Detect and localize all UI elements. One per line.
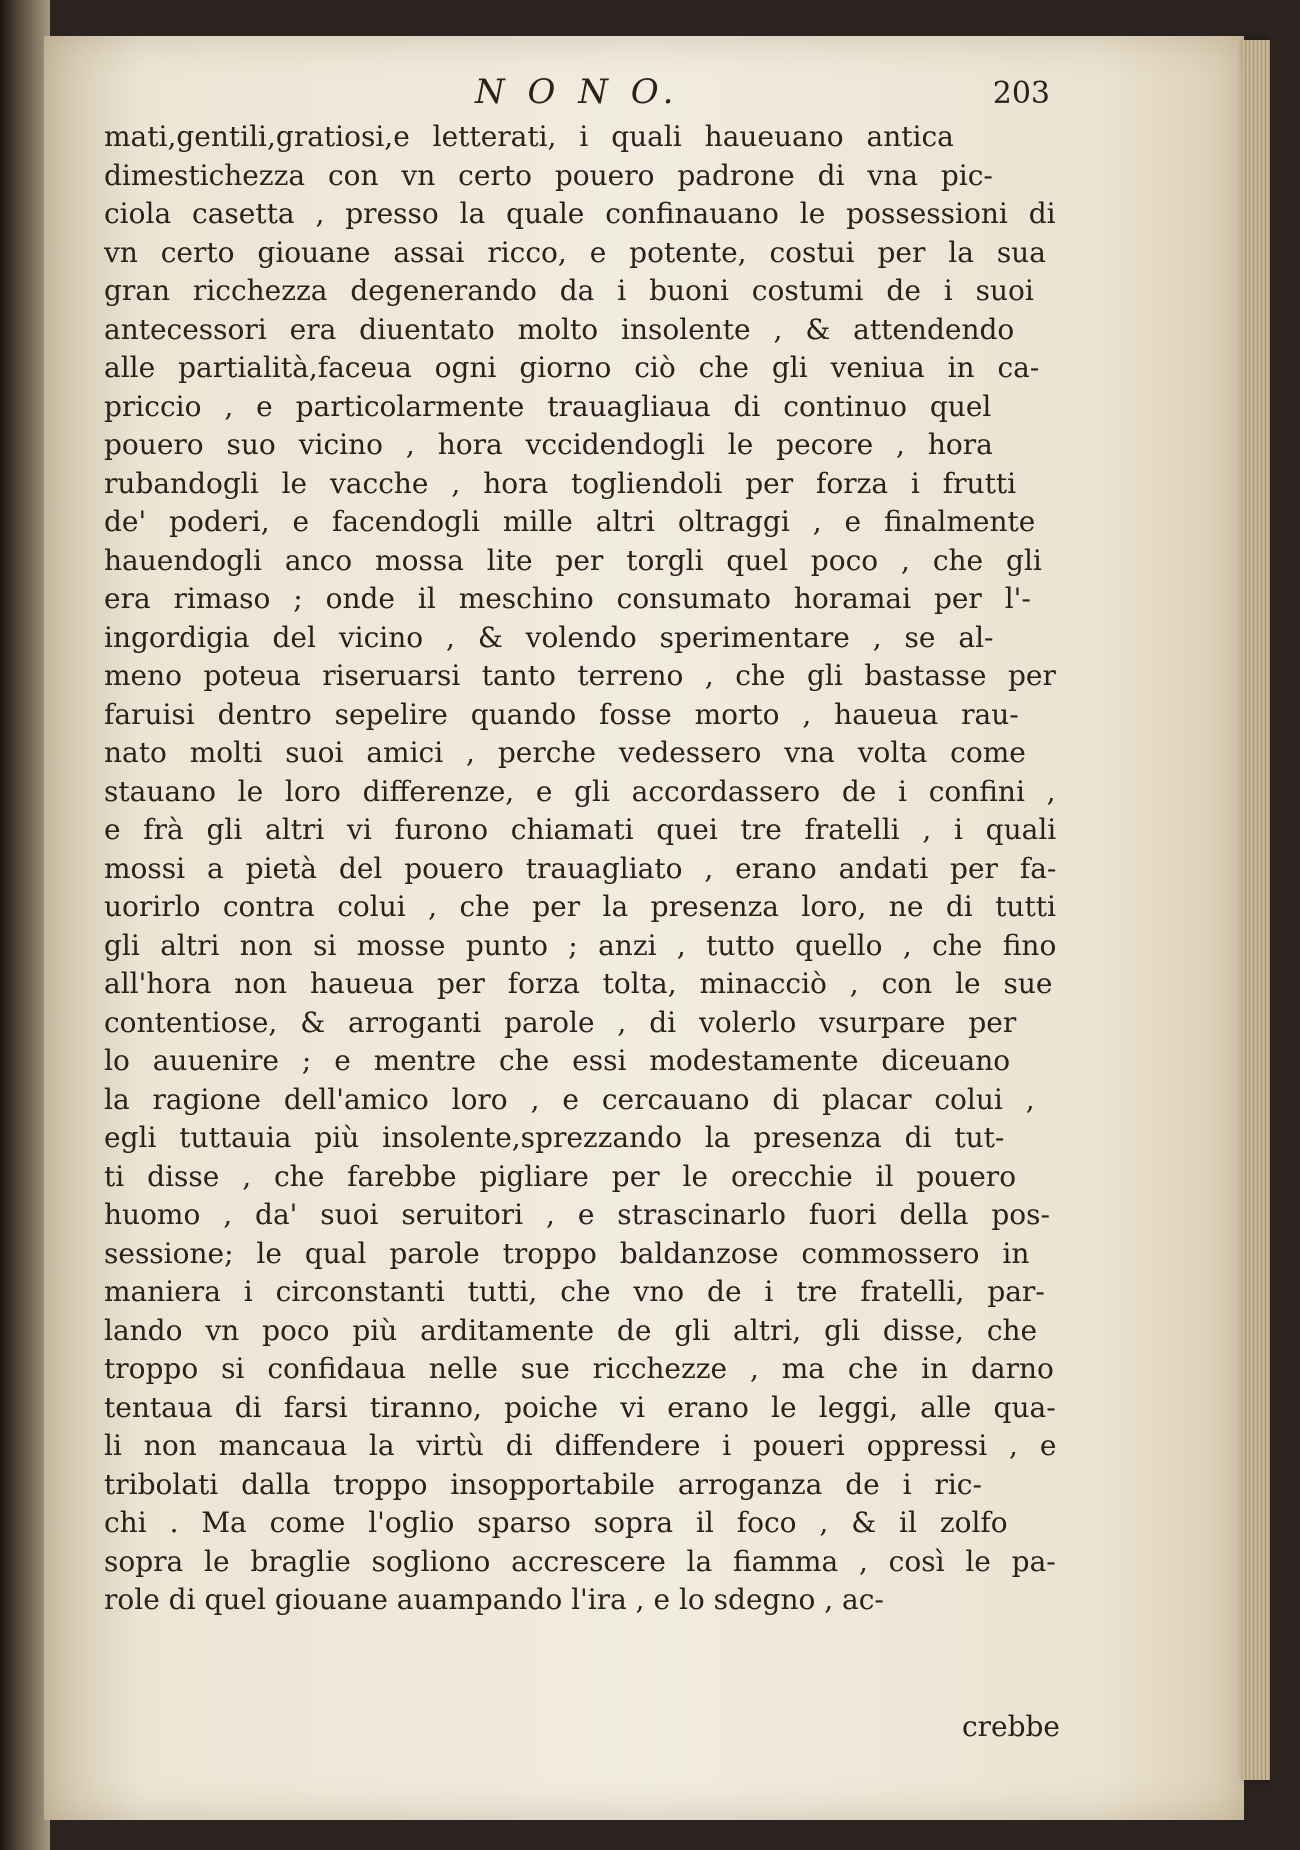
text-line: gli altri non si mosse punto ; anzi , tutto quello , che fino bbox=[104, 928, 1056, 962]
page-fore-edge bbox=[1242, 40, 1270, 1780]
text-line: stauano le loro differenze, e gli accordassero de i confini , bbox=[104, 774, 1056, 808]
text-line: lando vn poco più arditamente de gli altri, gli disse, che bbox=[104, 1313, 1038, 1347]
text-line: sopra le braglie sogliono accrescere la fiamma , così le pa- bbox=[104, 1544, 1056, 1578]
text-line: chi . Ma come l'oglio sparso sopra il foco , & il zolfo bbox=[104, 1506, 1008, 1539]
text-line: li non mancaua la virtù di diffendere i poueri oppressi , e bbox=[104, 1429, 1056, 1462]
text-line: huomo , da' suoi seruitori , e strascinarlo fuori della pos- bbox=[104, 1198, 1050, 1231]
running-head: N O N O. bbox=[475, 72, 680, 112]
text-line: contentiose, & arroganti parole , di volerlo vsurpare per bbox=[104, 1005, 1017, 1039]
text-line: antecessori era diuentato molto insolente , & attendendo bbox=[104, 312, 1015, 346]
text-line: de' poderi, e facendogli mille altri oltraggi , e finalmente bbox=[104, 505, 1036, 538]
text-line: priccio , e particolarmente trauagliaua di continuo quel bbox=[104, 389, 992, 423]
text-line: rubandogli le vacche , hora togliendoli per forza i frutti bbox=[104, 466, 1017, 500]
text-line: maniera i circonstanti tutti, che vno de i tre fratelli, par- bbox=[104, 1275, 1045, 1308]
text-line: sessione; le qual parole troppo baldanzose commossero in bbox=[104, 1236, 1030, 1270]
page-number: 203 bbox=[992, 76, 1050, 111]
text-line: role di quel giouane auampando l'ira , e lo sdegno , ac- bbox=[104, 1583, 884, 1616]
text-line: troppo si confidaua nelle sue ricchezze , ma che in darno bbox=[104, 1352, 1054, 1385]
text-line: pouero suo vicino , hora vccidendogli le pecore , hora bbox=[104, 428, 993, 461]
text-line: lo auuenire ; e mentre che essi modestamente diceuano bbox=[104, 1044, 1011, 1077]
text-line: nato molti suoi amici , perche vedessero vna volta come bbox=[104, 736, 1026, 769]
text-line: faruisi dentro sepelire quando fosse morto , haueua rau- bbox=[104, 697, 1019, 731]
background-edge bbox=[1270, 0, 1300, 1850]
text-line: alle partialità,faceua ogni giorno ciò che gli veniua in ca- bbox=[104, 351, 1040, 384]
text-line: ciola casetta , presso la quale confinauano le possessioni di bbox=[104, 197, 1056, 230]
text-line: tribolati dalla troppo insopportabile arroganza de i ric- bbox=[104, 1467, 982, 1501]
body-text bbox=[104, 118, 1056, 1620]
text-line: hauendogli anco mossa lite per torgli quel poco , che gli bbox=[104, 543, 1042, 577]
text-line: egli tuttauia più insolente,sprezzando la presenza di tut- bbox=[104, 1121, 1005, 1154]
text-line: era rimaso ; onde il meschino consumato horamai per l'- bbox=[104, 582, 1031, 615]
text-line: gran ricchezza degenerando da i buoni costumi de i suoi bbox=[104, 274, 1034, 307]
text-line: e frà gli altri vi furono chiamati quei tre fratelli , i quali bbox=[104, 813, 1056, 846]
text-line: la ragione dell'amico loro , e cercauano di placar colui , bbox=[104, 1082, 1035, 1116]
page-header bbox=[100, 72, 1050, 122]
text-line: ti disse , che farebbe pigliare per le orecchie il pouero bbox=[104, 1159, 1017, 1193]
book-binding bbox=[0, 0, 50, 1850]
text-line: mati,gentili,gratiosi,e letterati, i quali haueuano antica bbox=[104, 120, 954, 153]
text-line: uorirlo contra colui , che per la presenza loro, ne di tutti bbox=[104, 890, 1056, 923]
catchword: crebbe bbox=[961, 1710, 1060, 1743]
text-line: ingordigia del vicino , & volendo sperimentare , se al- bbox=[104, 620, 994, 654]
text-line: mossi a pietà del pouero trauagliato , erano andati per fa- bbox=[104, 851, 1056, 885]
text-line: all'hora non haueua per forza tolta, minacciò , con le sue bbox=[104, 967, 1053, 1000]
text-line: meno poteua riseruarsi tanto terreno , che gli bastasse per bbox=[104, 659, 1056, 692]
text-line: dimestichezza con vn certo pouero padrone di vna pic- bbox=[104, 158, 993, 192]
text-line: tentaua di farsi tiranno, poiche vi erano le leggi, alle qua- bbox=[104, 1390, 1056, 1424]
text-line: vn certo giouane assai ricco, e potente, costui per la sua bbox=[104, 235, 1046, 269]
